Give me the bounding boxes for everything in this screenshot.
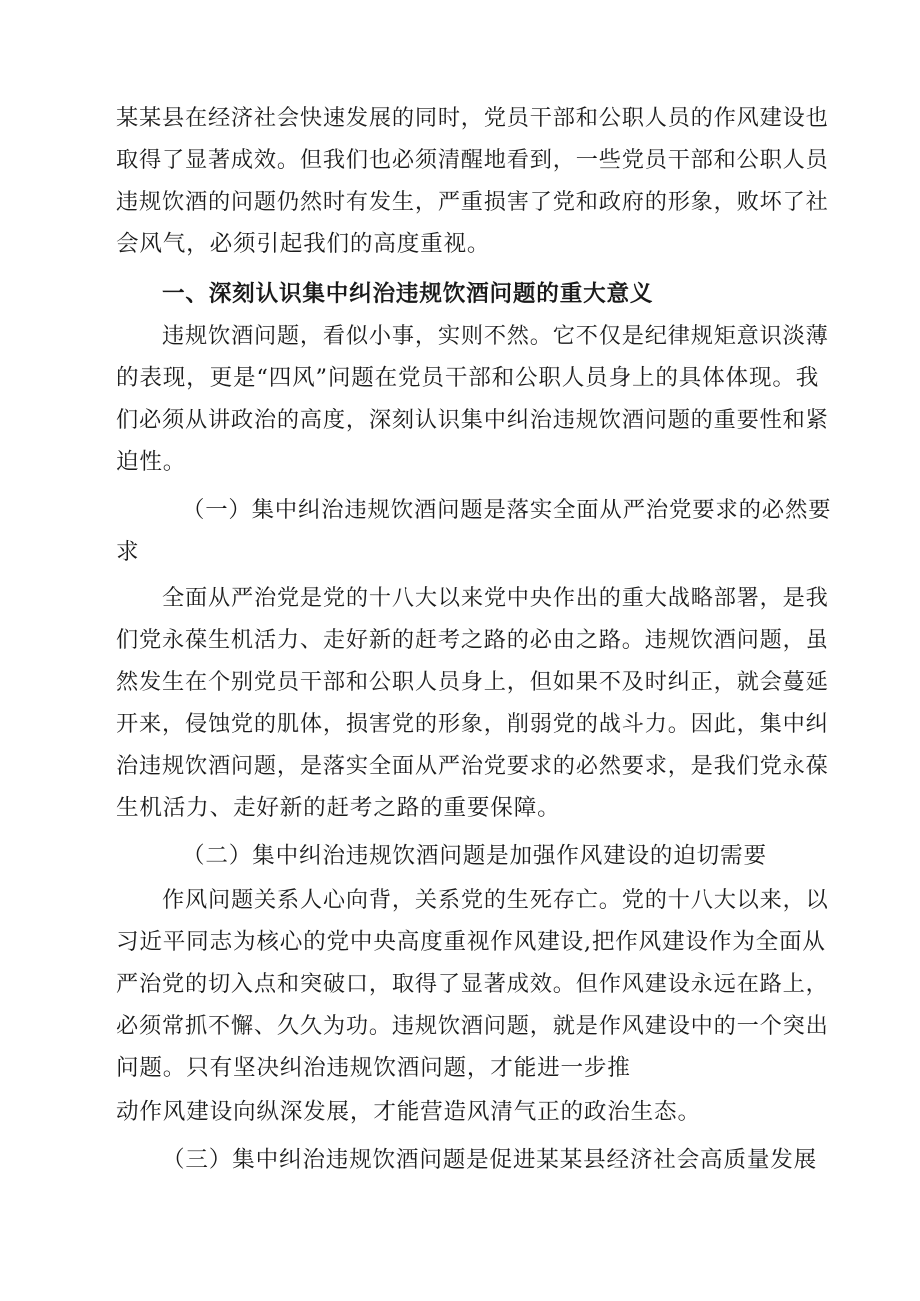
body-line: 某某县在经济社会快速发展的同时，党员干部和公职人员的作风建设也: [116, 105, 829, 131]
body-line: 严治党的切入点和突破口，取得了显著成效。但作风建设永远在路上，: [116, 971, 829, 997]
body-line: 问题。只有坚决纠治违规饮酒问题，才能进一步推: [116, 1055, 631, 1081]
body-line: 取得了显著成效。但我们也必须清醒地看到，一些党员干部和公职人员: [116, 147, 829, 173]
section-heading: 一、深刻认识集中纠治违规饮酒问题的重大意义: [162, 281, 654, 307]
body-line: 全面从严治党是党的十八大以来党中央作出的重大战略部署，是我: [162, 585, 829, 611]
body-line: 们党永葆生机活力、走好新的赶考之路的必由之路。违规饮酒问题，虽: [116, 627, 829, 653]
body-line: 生机活力、走好新的赶考之路的重要保障。: [116, 795, 561, 821]
body-line: 迫性。: [116, 449, 187, 475]
body-line: 然发生在个别党员干部和公职人员身上，但如果不及时纠正，就会蔓延: [116, 669, 829, 695]
body-line: 会风气，必须引起我们的高度重视。: [116, 231, 491, 257]
body-line: 违规饮酒的问题仍然时有发生，严重损害了党和政府的形象，败坏了社: [116, 189, 829, 215]
body-line: 治违规饮酒问题，是落实全面从严治党要求的必然要求，是我们党永葆: [116, 753, 829, 779]
body-line: 们必须从讲政治的高度，深刻认识集中纠治违规饮酒问题的重要性和紧: [116, 407, 829, 433]
body-line: 开来，侵蚀党的肌体，损害党的形象，削弱党的战斗力。因此，集中纠: [116, 711, 829, 737]
subsection-heading-cont: 求: [116, 539, 140, 565]
body-line: 必须常抓不懈、久久为功。违规饮酒问题，就是作风建设中的一个突出: [116, 1013, 829, 1039]
subsection-heading: （三）集中纠治违规饮酒问题是促进某某县经济社会高质量发展: [162, 1147, 818, 1173]
subsection-heading: （二）集中纠治违规饮酒问题是加强作风建设的迫切需要: [182, 843, 767, 869]
subsection-heading: （一）集中纠治违规饮酒问题是落实全面从严治党要求的必然要: [182, 497, 832, 523]
body-line: 违规饮酒问题，看似小事，实则不然。它不仅是纪律规矩意识淡薄: [162, 323, 829, 349]
body-line: 作风问题关系人心向背，关系党的生死存亡。党的十八大以来，以: [162, 887, 829, 913]
body-line: 动作风建设向纵深发展，才能营造风清气正的政治生态。: [116, 1099, 701, 1125]
body-line: 习近平同志为核心的党中央高度重视作风建设,把作风建设作为全面从: [116, 929, 826, 955]
body-line: 的表现，更是“四风”问题在党员干部和公职人员身上的具体体现。我: [116, 365, 820, 391]
